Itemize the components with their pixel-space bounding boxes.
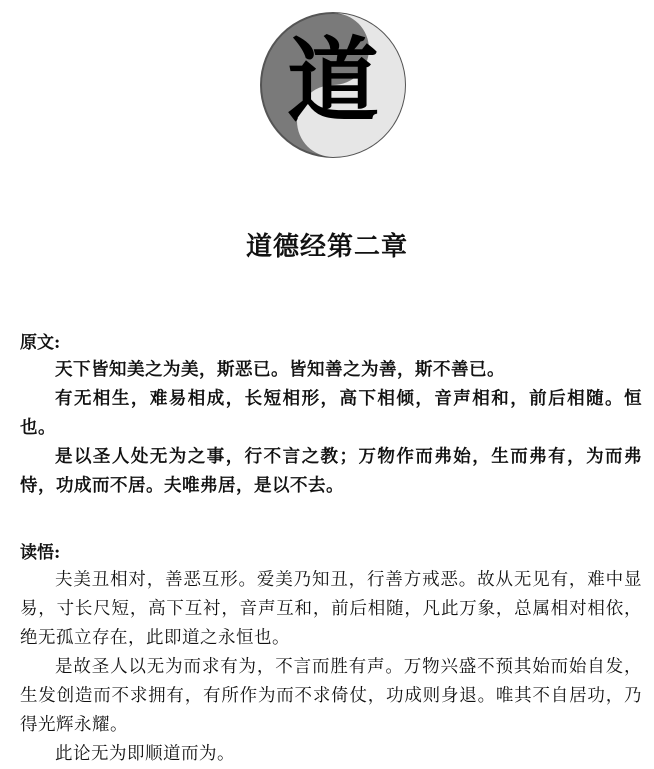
reading-paragraph: 此论无为即顺道而为。 <box>55 744 235 764</box>
original-paragraph: 天下皆知美之为美，斯恶已。皆知善之为善，斯不善已。 <box>55 360 505 380</box>
page-title: 道德经第二章 <box>245 232 408 262</box>
original-paragraph: 有无相生，难易相成，长短相形，高下相倾，音声相和，前后相随。恒也。 <box>20 389 642 438</box>
yin-yang-circle-icon <box>258 10 408 160</box>
original-paragraph: 是以圣人处无为之事，行不言之教；万物作而弗始，生而弗有，为而弗恃，功成而不居。夫唯弗居，是以不去。 <box>20 447 642 496</box>
reading-section <box>20 540 642 769</box>
reading-paragraph: 夫美丑相对，善恶互形。爱美乃知丑，行善方戒恶。故从无见有，难中显易，寸长尺短，高下互衬，音声互和，前后相随，凡此万象，总属相对相依，绝无孤立存在，此即道之永恒也。 <box>20 570 642 648</box>
reading-paragraph: 是故圣人以无为而求有为，不言而胜有声。万物兴盛不预其始而始自发，生发创造而不求拥有，有所作为而不求倚仗，功成则身退。唯其不自居功，乃得光辉永耀。 <box>20 657 642 735</box>
original-text-section <box>20 330 642 501</box>
dao-emblem <box>258 10 408 160</box>
original-heading: 原文: <box>20 333 61 353</box>
reading-heading: 读悟: <box>20 543 61 563</box>
dao-character: 道 <box>286 27 380 135</box>
